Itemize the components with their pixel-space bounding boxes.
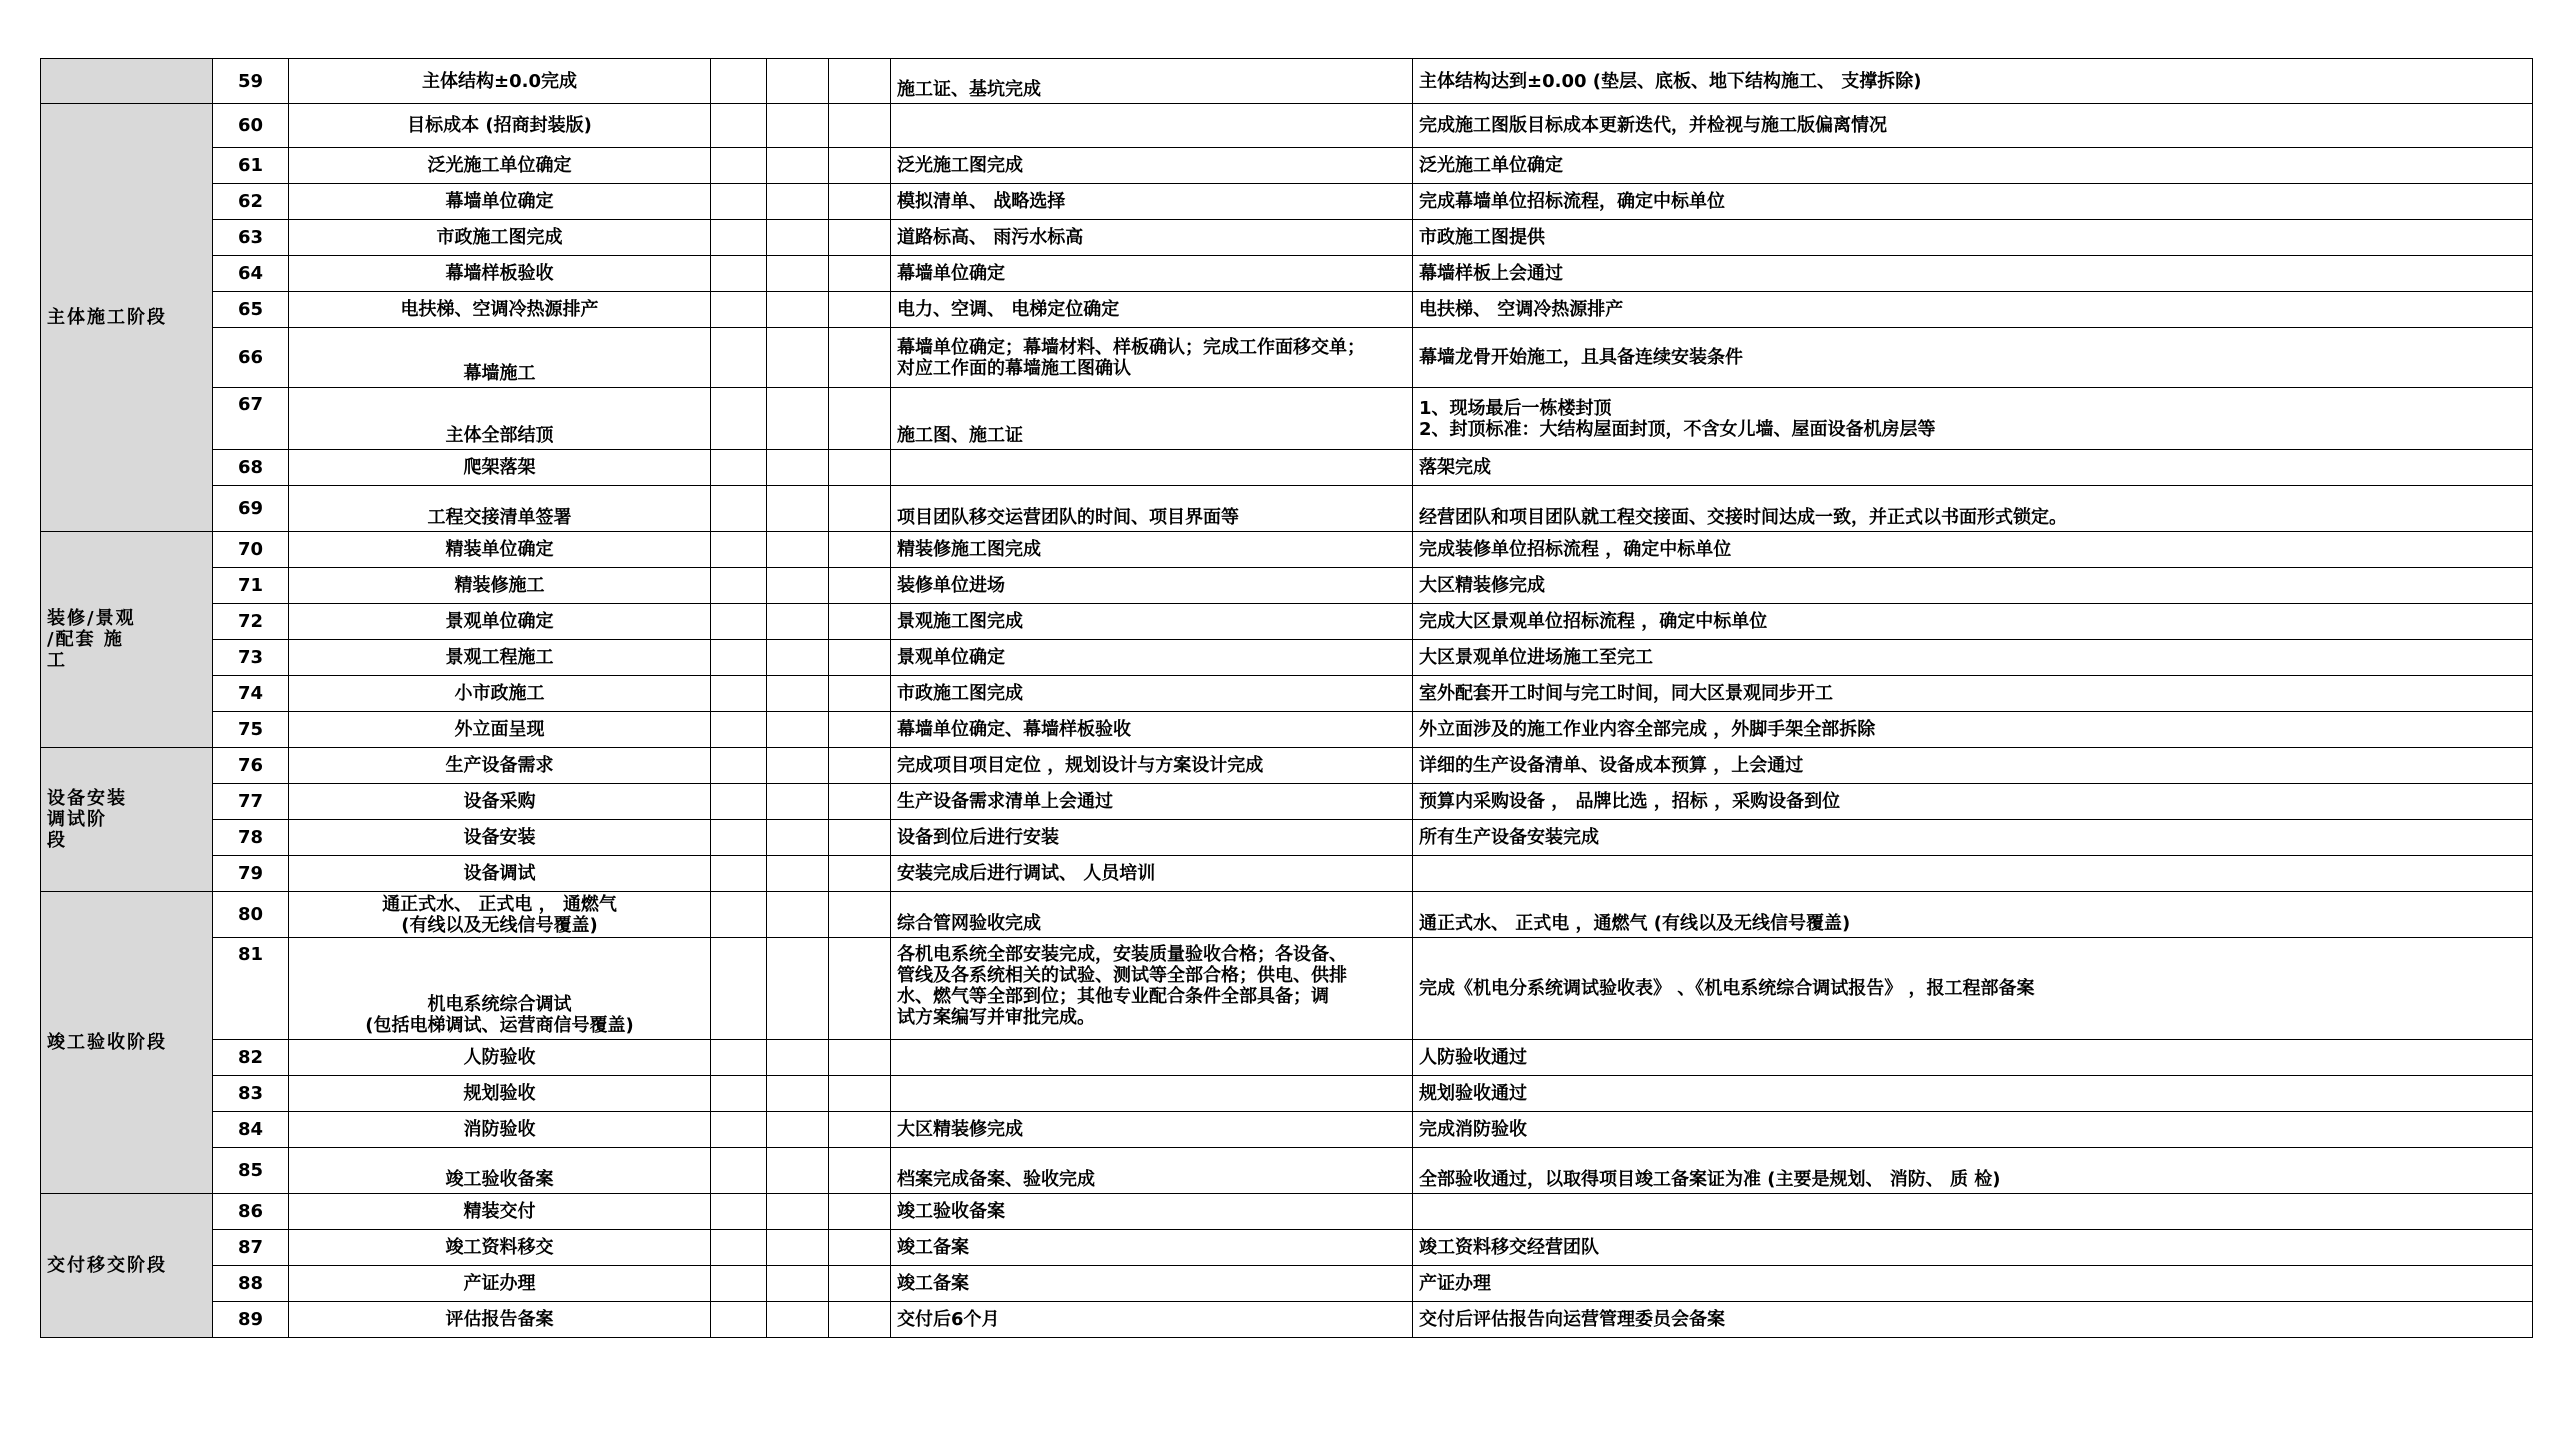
blank-cell	[829, 856, 891, 892]
prerequisite-cell: 施工图、施工证	[891, 388, 1413, 450]
blank-cell	[829, 486, 891, 532]
blank-cell	[711, 1302, 767, 1338]
blank-cell	[711, 486, 767, 532]
blank-cell	[711, 640, 767, 676]
prerequisite-cell: 模拟清单、 战略选择	[891, 184, 1413, 220]
task-name: 生产设备需求	[289, 748, 711, 784]
blank-cell	[829, 292, 891, 328]
row-number: 72	[213, 604, 289, 640]
criteria-cell: 室外配套开工时间与完工时间，同大区景观同步开工	[1413, 676, 2533, 712]
row-number: 70	[213, 532, 289, 568]
table-row	[41, 604, 2533, 640]
task-name: 消防验收	[289, 1112, 711, 1148]
row-number: 83	[213, 1076, 289, 1112]
table-row	[41, 568, 2533, 604]
prerequisite-cell: 完成项目项目定位 ，规划设计与方案设计完成	[891, 748, 1413, 784]
blank-cell	[711, 1148, 767, 1194]
row-number: 67	[213, 388, 289, 450]
prerequisite-cell: 道路标高、 雨污水标高	[891, 220, 1413, 256]
blank-cell	[711, 856, 767, 892]
row-number: 78	[213, 820, 289, 856]
row-number: 85	[213, 1148, 289, 1194]
phase-cell: 交付移交阶段	[41, 1194, 213, 1338]
prerequisite-cell: 生产设备需求清单上会通过	[891, 784, 1413, 820]
blank-cell	[711, 184, 767, 220]
prerequisite-cell: 安装完成后进行调试、 人员培训	[891, 856, 1413, 892]
blank-cell	[711, 892, 767, 938]
criteria-cell: 电扶梯、 空调冷热源排产	[1413, 292, 2533, 328]
prerequisite-cell	[891, 1076, 1413, 1112]
table-row	[41, 104, 2533, 148]
criteria-cell: 主体结构达到±0.00 (垫层、底板、地下结构施工、 支撑拆除)	[1413, 59, 2533, 104]
task-name: 机电系统综合调试 (包括电梯调试、运营商信号覆盖)	[289, 938, 711, 1040]
blank-cell	[829, 1194, 891, 1230]
blank-cell	[711, 676, 767, 712]
criteria-cell: 泛光施工单位确定	[1413, 148, 2533, 184]
row-number: 77	[213, 784, 289, 820]
blank-cell	[829, 59, 891, 104]
prerequisite-cell: 竣工验收备案	[891, 1194, 1413, 1230]
table-row	[41, 1112, 2533, 1148]
task-name: 市政施工图完成	[289, 220, 711, 256]
row-number: 59	[213, 59, 289, 104]
criteria-cell: 完成幕墙单位招标流程，确定中标单位	[1413, 184, 2533, 220]
row-number: 60	[213, 104, 289, 148]
blank-cell	[829, 1148, 891, 1194]
criteria-cell: 幕墙样板上会通过	[1413, 256, 2533, 292]
task-name: 设备采购	[289, 784, 711, 820]
prerequisite-cell: 幕墙单位确定、幕墙样板验收	[891, 712, 1413, 748]
phase-cell: 竣工验收阶段	[41, 892, 213, 1194]
blank-cell	[767, 220, 829, 256]
prerequisite-cell: 精装修施工图完成	[891, 532, 1413, 568]
criteria-cell: 完成装修单位招标流程 ，确定中标单位	[1413, 532, 2533, 568]
task-name: 产证办理	[289, 1266, 711, 1302]
row-number: 87	[213, 1230, 289, 1266]
blank-cell	[711, 104, 767, 148]
criteria-cell: 详细的生产设备清单、设备成本预算 ，上会通过	[1413, 748, 2533, 784]
blank-cell	[829, 328, 891, 388]
row-number: 68	[213, 450, 289, 486]
prerequisite-cell: 综合管网验收完成	[891, 892, 1413, 938]
task-name: 精装修施工	[289, 568, 711, 604]
table-row	[41, 676, 2533, 712]
blank-cell	[767, 748, 829, 784]
row-number: 61	[213, 148, 289, 184]
task-name: 人防验收	[289, 1040, 711, 1076]
blank-cell	[829, 1266, 891, 1302]
table-row	[41, 784, 2533, 820]
prerequisite-cell: 泛光施工图完成	[891, 148, 1413, 184]
prerequisite-cell: 交付后6个月	[891, 1302, 1413, 1338]
phase-cell	[41, 59, 213, 104]
criteria-cell: 通正式水、 正式电 ，通燃气 (有线以及无线信号覆盖)	[1413, 892, 2533, 938]
row-number: 63	[213, 220, 289, 256]
blank-cell	[829, 676, 891, 712]
task-name: 评估报告备案	[289, 1302, 711, 1338]
blank-cell	[711, 220, 767, 256]
task-name: 目标成本 (招商封装版)	[289, 104, 711, 148]
blank-cell	[767, 59, 829, 104]
phase-cell: 设备安装 调试阶 段	[41, 748, 213, 892]
blank-cell	[767, 388, 829, 450]
blank-cell	[767, 568, 829, 604]
criteria-cell: 竣工资料移交经营团队	[1413, 1230, 2533, 1266]
blank-cell	[711, 1040, 767, 1076]
blank-cell	[711, 1112, 767, 1148]
blank-cell	[767, 104, 829, 148]
task-name: 景观工程施工	[289, 640, 711, 676]
blank-cell	[829, 184, 891, 220]
blank-cell	[767, 1148, 829, 1194]
criteria-cell: 外立面涉及的施工作业内容全部完成 ，外脚手架全部拆除	[1413, 712, 2533, 748]
criteria-cell: 市政施工图提供	[1413, 220, 2533, 256]
criteria-cell: 1、现场最后一栋楼封顶 2、封顶标准：大结构屋面封顶，不含女儿墙、屋面设备机房层等	[1413, 388, 2533, 450]
task-name: 主体结构±0.0完成	[289, 59, 711, 104]
prerequisite-cell: 景观单位确定	[891, 640, 1413, 676]
phase-cell: 主体施工阶段	[41, 104, 213, 532]
table-row	[41, 1230, 2533, 1266]
blank-cell	[767, 184, 829, 220]
task-name: 幕墙施工	[289, 328, 711, 388]
blank-cell	[767, 256, 829, 292]
task-name: 规划验收	[289, 1076, 711, 1112]
table-row	[41, 328, 2533, 388]
table-row	[41, 820, 2533, 856]
task-name: 竣工资料移交	[289, 1230, 711, 1266]
criteria-cell	[1413, 856, 2533, 892]
blank-cell	[767, 1112, 829, 1148]
blank-cell	[767, 532, 829, 568]
blank-cell	[829, 640, 891, 676]
blank-cell	[767, 1076, 829, 1112]
task-name: 设备调试	[289, 856, 711, 892]
row-number: 71	[213, 568, 289, 604]
blank-cell	[829, 220, 891, 256]
row-number: 82	[213, 1040, 289, 1076]
criteria-cell	[1413, 1194, 2533, 1230]
table-row	[41, 892, 2533, 938]
table-row	[41, 486, 2533, 532]
blank-cell	[767, 148, 829, 184]
table-row	[41, 1148, 2533, 1194]
blank-cell	[711, 1194, 767, 1230]
criteria-cell: 所有生产设备安装完成	[1413, 820, 2533, 856]
row-number: 74	[213, 676, 289, 712]
table-row	[41, 450, 2533, 486]
row-number: 69	[213, 486, 289, 532]
blank-cell	[711, 938, 767, 1040]
blank-cell	[829, 568, 891, 604]
row-number: 65	[213, 292, 289, 328]
criteria-cell: 全部验收通过，以取得项目竣工备案证为准 (主要是规划、 消防、 质 检)	[1413, 1148, 2533, 1194]
blank-cell	[711, 59, 767, 104]
blank-cell	[829, 1076, 891, 1112]
schedule-table-body	[41, 59, 2533, 1338]
blank-cell	[829, 1112, 891, 1148]
table-row	[41, 938, 2533, 1040]
criteria-cell: 预算内采购设备 ， 品牌比选 ，招标 ，采购设备到位	[1413, 784, 2533, 820]
prerequisite-cell: 电力、空调、 电梯定位确定	[891, 292, 1413, 328]
blank-cell	[711, 1076, 767, 1112]
prerequisite-cell	[891, 104, 1413, 148]
blank-cell	[829, 784, 891, 820]
task-name: 工程交接清单签署	[289, 486, 711, 532]
blank-cell	[711, 450, 767, 486]
blank-cell	[829, 388, 891, 450]
table-row	[41, 1302, 2533, 1338]
table-row	[41, 1076, 2533, 1112]
row-number: 66	[213, 328, 289, 388]
blank-cell	[711, 820, 767, 856]
blank-cell	[829, 938, 891, 1040]
blank-cell	[767, 1266, 829, 1302]
task-name: 幕墙样板验收	[289, 256, 711, 292]
blank-cell	[829, 450, 891, 486]
row-number: 64	[213, 256, 289, 292]
prerequisite-cell: 施工证、基坑完成	[891, 59, 1413, 104]
prerequisite-cell: 竣工备案	[891, 1230, 1413, 1266]
blank-cell	[829, 820, 891, 856]
row-number: 86	[213, 1194, 289, 1230]
task-name: 幕墙单位确定	[289, 184, 711, 220]
row-number: 81	[213, 938, 289, 1040]
row-number: 89	[213, 1302, 289, 1338]
blank-cell	[767, 640, 829, 676]
phase-cell: 装修/景观 /配套 施 工	[41, 532, 213, 748]
table-row	[41, 856, 2533, 892]
table-row	[41, 292, 2533, 328]
task-name: 竣工验收备案	[289, 1148, 711, 1194]
criteria-cell: 规划验收通过	[1413, 1076, 2533, 1112]
task-name: 外立面呈现	[289, 712, 711, 748]
row-number: 80	[213, 892, 289, 938]
table-row	[41, 388, 2533, 450]
criteria-cell: 人防验收通过	[1413, 1040, 2533, 1076]
prerequisite-cell: 设备到位后进行安装	[891, 820, 1413, 856]
task-name: 设备安装	[289, 820, 711, 856]
blank-cell	[767, 1194, 829, 1230]
task-name: 景观单位确定	[289, 604, 711, 640]
prerequisite-cell: 幕墙单位确定；幕墙材料、样板确认；完成工作面移交单； 对应工作面的幕墙施工图确认	[891, 328, 1413, 388]
blank-cell	[767, 820, 829, 856]
blank-cell	[711, 1266, 767, 1302]
prerequisite-cell	[891, 1040, 1413, 1076]
criteria-cell: 经营团队和项目团队就工程交接面、交接时间达成一致，并正式以书面形式锁定。	[1413, 486, 2533, 532]
blank-cell	[711, 712, 767, 748]
blank-cell	[711, 568, 767, 604]
table-row	[41, 640, 2533, 676]
blank-cell	[829, 532, 891, 568]
prerequisite-cell	[891, 450, 1413, 486]
blank-cell	[767, 892, 829, 938]
task-name: 精装单位确定	[289, 532, 711, 568]
task-name: 电扶梯、空调冷热源排产	[289, 292, 711, 328]
task-name: 主体全部结顶	[289, 388, 711, 450]
table-row	[41, 148, 2533, 184]
table-row	[41, 1194, 2533, 1230]
row-number: 76	[213, 748, 289, 784]
blank-cell	[767, 328, 829, 388]
blank-cell	[711, 388, 767, 450]
criteria-cell: 落架完成	[1413, 450, 2533, 486]
blank-cell	[711, 256, 767, 292]
row-number: 88	[213, 1266, 289, 1302]
blank-cell	[767, 856, 829, 892]
row-number: 73	[213, 640, 289, 676]
prerequisite-cell: 装修单位进场	[891, 568, 1413, 604]
blank-cell	[767, 486, 829, 532]
table-row	[41, 59, 2533, 104]
prerequisite-cell: 各机电系统全部安装完成，安装质量验收合格；各设备、 管线及各系统相关的试验、测试等全部合格；供电、供排 水、燃气等全部到位；其他专业配合条件全部具备；调 试方案编写并审批完成。	[891, 938, 1413, 1040]
blank-cell	[829, 892, 891, 938]
prerequisite-cell: 档案完成备案、验收完成	[891, 1148, 1413, 1194]
blank-cell	[829, 604, 891, 640]
blank-cell	[711, 604, 767, 640]
blank-cell	[711, 328, 767, 388]
blank-cell	[829, 712, 891, 748]
blank-cell	[711, 784, 767, 820]
blank-cell	[711, 1230, 767, 1266]
criteria-cell: 幕墙龙骨开始施工，且具备连续安装条件	[1413, 328, 2533, 388]
blank-cell	[767, 712, 829, 748]
table-row	[41, 184, 2533, 220]
criteria-cell: 完成大区景观单位招标流程 ，确定中标单位	[1413, 604, 2533, 640]
row-number: 79	[213, 856, 289, 892]
blank-cell	[767, 784, 829, 820]
row-number: 84	[213, 1112, 289, 1148]
blank-cell	[711, 148, 767, 184]
table-row	[41, 256, 2533, 292]
prerequisite-cell: 项目团队移交运营团队的时间、项目界面等	[891, 486, 1413, 532]
table-row	[41, 712, 2533, 748]
criteria-cell: 大区精装修完成	[1413, 568, 2533, 604]
task-name: 精装交付	[289, 1194, 711, 1230]
blank-cell	[829, 748, 891, 784]
blank-cell	[767, 604, 829, 640]
blank-cell	[829, 1230, 891, 1266]
task-name: 泛光施工单位确定	[289, 148, 711, 184]
criteria-cell: 完成消防验收	[1413, 1112, 2533, 1148]
blank-cell	[767, 1230, 829, 1266]
table-row	[41, 532, 2533, 568]
table-row	[41, 220, 2533, 256]
blank-cell	[829, 1040, 891, 1076]
prerequisite-cell: 大区精装修完成	[891, 1112, 1413, 1148]
blank-cell	[767, 450, 829, 486]
blank-cell	[711, 532, 767, 568]
blank-cell	[767, 1302, 829, 1338]
row-number: 75	[213, 712, 289, 748]
prerequisite-cell: 竣工备案	[891, 1266, 1413, 1302]
task-name: 通正式水、 正式电 ， 通燃气 (有线以及无线信号覆盖)	[289, 892, 711, 938]
criteria-cell: 完成施工图版目标成本更新迭代，并检视与施工版偏离情况	[1413, 104, 2533, 148]
table-row	[41, 1040, 2533, 1076]
blank-cell	[767, 292, 829, 328]
task-name: 爬架落架	[289, 450, 711, 486]
blank-cell	[767, 1040, 829, 1076]
prerequisite-cell: 景观施工图完成	[891, 604, 1413, 640]
schedule-table	[40, 58, 2533, 1338]
row-number: 62	[213, 184, 289, 220]
criteria-cell: 交付后评估报告向运营管理委员会备案	[1413, 1302, 2533, 1338]
table-row	[41, 748, 2533, 784]
criteria-cell: 完成《机电分系统调试验收表》 、《机电系统综合调试报告》 ，报工程部备案	[1413, 938, 2533, 1040]
blank-cell	[711, 292, 767, 328]
blank-cell	[829, 256, 891, 292]
table-row	[41, 1266, 2533, 1302]
blank-cell	[829, 148, 891, 184]
criteria-cell: 产证办理	[1413, 1266, 2533, 1302]
blank-cell	[711, 748, 767, 784]
task-name: 小市政施工	[289, 676, 711, 712]
blank-cell	[829, 104, 891, 148]
blank-cell	[767, 676, 829, 712]
blank-cell	[829, 1302, 891, 1338]
prerequisite-cell: 市政施工图完成	[891, 676, 1413, 712]
prerequisite-cell: 幕墙单位确定	[891, 256, 1413, 292]
criteria-cell: 大区景观单位进场施工至完工	[1413, 640, 2533, 676]
blank-cell	[767, 938, 829, 1040]
